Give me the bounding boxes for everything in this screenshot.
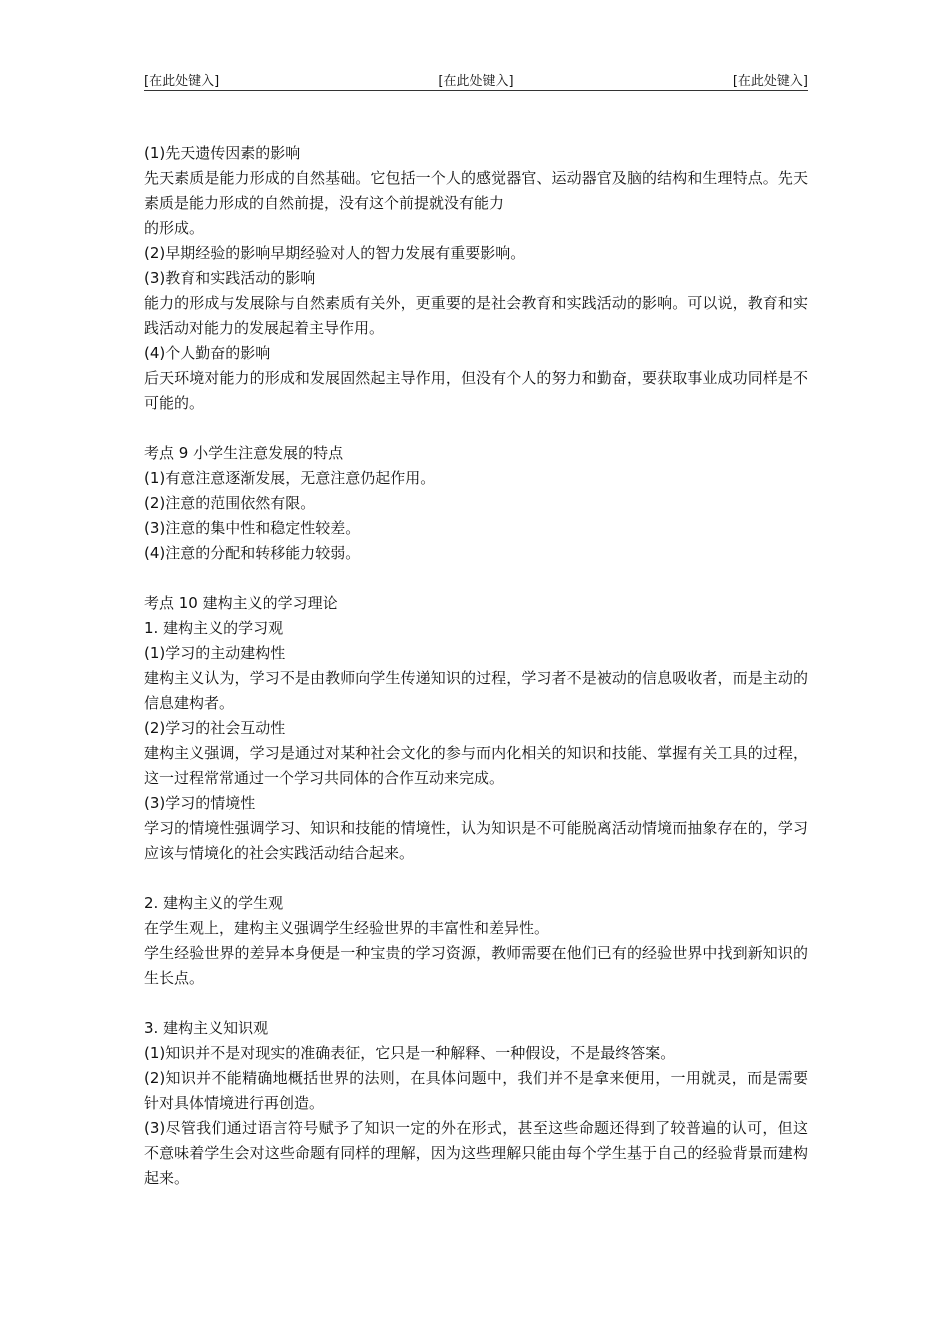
paragraph-student-view-1: 在学生观上，建构主义强调学生经验世界的丰富性和差异性。 — [144, 919, 550, 937]
paragraph-education-practice: 能力的形成与发展除与自然素质有关外，更重要的是社会教育和实践活动的影响。可以说，教育和实践活动对能力的发展起着主导作用。 — [144, 294, 808, 337]
subheading-innate-factors: (1)先天遗传因素的影响 — [144, 144, 301, 162]
blank-line — [144, 566, 808, 591]
subheading-active-construction: (1)学习的主动建构性 — [144, 644, 286, 662]
list-item-attention-3: (3)注意的集中性和稳定性较差。 — [144, 519, 361, 537]
paragraph-social-interaction: 建构主义强调，学习是通过对某种社会文化的参与而内化相关的知识和技能、掌握有关工具的过程，这一过程常常通过一个学习共同体的合作互动来完成。 — [144, 744, 808, 787]
paragraph-innate-factors: 先天素质是能力形成的自然基础。它包括一个人的感觉器官、运动器官及脑的结构和生理特点。先天素质是能力形成的自然前提，没有这个前提就没有能力 — [144, 169, 808, 212]
page-header — [144, 72, 808, 91]
list-item-knowledge-3: (3)尽管我们通过语言符号赋予了知识一定的外在形式，甚至这些命题还得到了较普遍的认可，但这不意味着学生会对这些命题有同样的理解，因为这些理解只能由每个学生基于自己的经验背景而建构起来。 — [144, 1119, 808, 1187]
paragraph-situatedness: 学习的情境性强调学习、知识和技能的情境性，认为知识是不可能脱离活动情境而抽象存在的，学习应该与情境化的社会实践活动结合起来。 — [144, 819, 808, 862]
blank-line — [144, 416, 808, 441]
paragraph-personal-diligence: 后天环境对能力的形成和发展固然起主导作用，但没有个人的努力和勤奋，要获取事业成功同样是不可能的。 — [144, 369, 808, 412]
paragraph-innate-factors-end: 的形成。 — [144, 219, 205, 237]
header-right-placeholder[interactable]: [在此处键入] — [732, 74, 808, 89]
paragraph-student-view-2: 学生经验世界的差异本身便是一种宝贵的学习资源，教师需要在他们已有的经验世界中找到新知识的生长点。 — [144, 944, 808, 987]
blank-line — [144, 866, 808, 891]
paragraph-active-construction: 建构主义认为，学习不是由教师向学生传递知识的过程，学习者不是被动的信息吸收者，而是主动的信息建构者。 — [144, 669, 808, 712]
section-heading-point-9: 考点 9 小学生注意发展的特点 — [144, 444, 344, 462]
list-item-knowledge-1: (1)知识并不是对现实的准确表征，它只是一种解释、一种假设，不是最终答案。 — [144, 1044, 676, 1062]
list-item-attention-4: (4)注意的分配和转移能力较弱。 — [144, 544, 361, 562]
list-item-knowledge-2: (2)知识并不能精确地概括世界的法则，在具体问题中，我们并不是拿来便用，一用就灵，而是需要针对具体情境进行再创造。 — [144, 1069, 808, 1112]
subheading-situatedness: (3)学习的情境性 — [144, 794, 256, 812]
list-item-attention-2: (2)注意的范围依然有限。 — [144, 494, 316, 512]
document-body — [144, 141, 808, 1191]
blank-line — [144, 991, 808, 1016]
section-heading-point-10: 考点 10 建构主义的学习理论 — [144, 594, 338, 612]
subsection-heading-learning-view: 1. 建构主义的学习观 — [144, 619, 284, 637]
list-item-attention-1: (1)有意注意逐渐发展，无意注意仍起作用。 — [144, 469, 436, 487]
subheading-social-interaction: (2)学习的社会互动性 — [144, 719, 286, 737]
header-left-placeholder[interactable]: [在此处键入] — [144, 74, 220, 89]
header-center-placeholder[interactable]: [在此处键入] — [438, 74, 514, 89]
subheading-education-practice: (3)教育和实践活动的影响 — [144, 269, 316, 287]
subheading-early-experience: (2)早期经验的影响早期经验对人的智力发展有重要影响。 — [144, 244, 526, 262]
subsection-heading-student-view: 2. 建构主义的学生观 — [144, 894, 284, 912]
subsection-heading-knowledge-view: 3. 建构主义知识观 — [144, 1019, 269, 1037]
subheading-personal-diligence: (4)个人勤奋的影响 — [144, 344, 271, 362]
